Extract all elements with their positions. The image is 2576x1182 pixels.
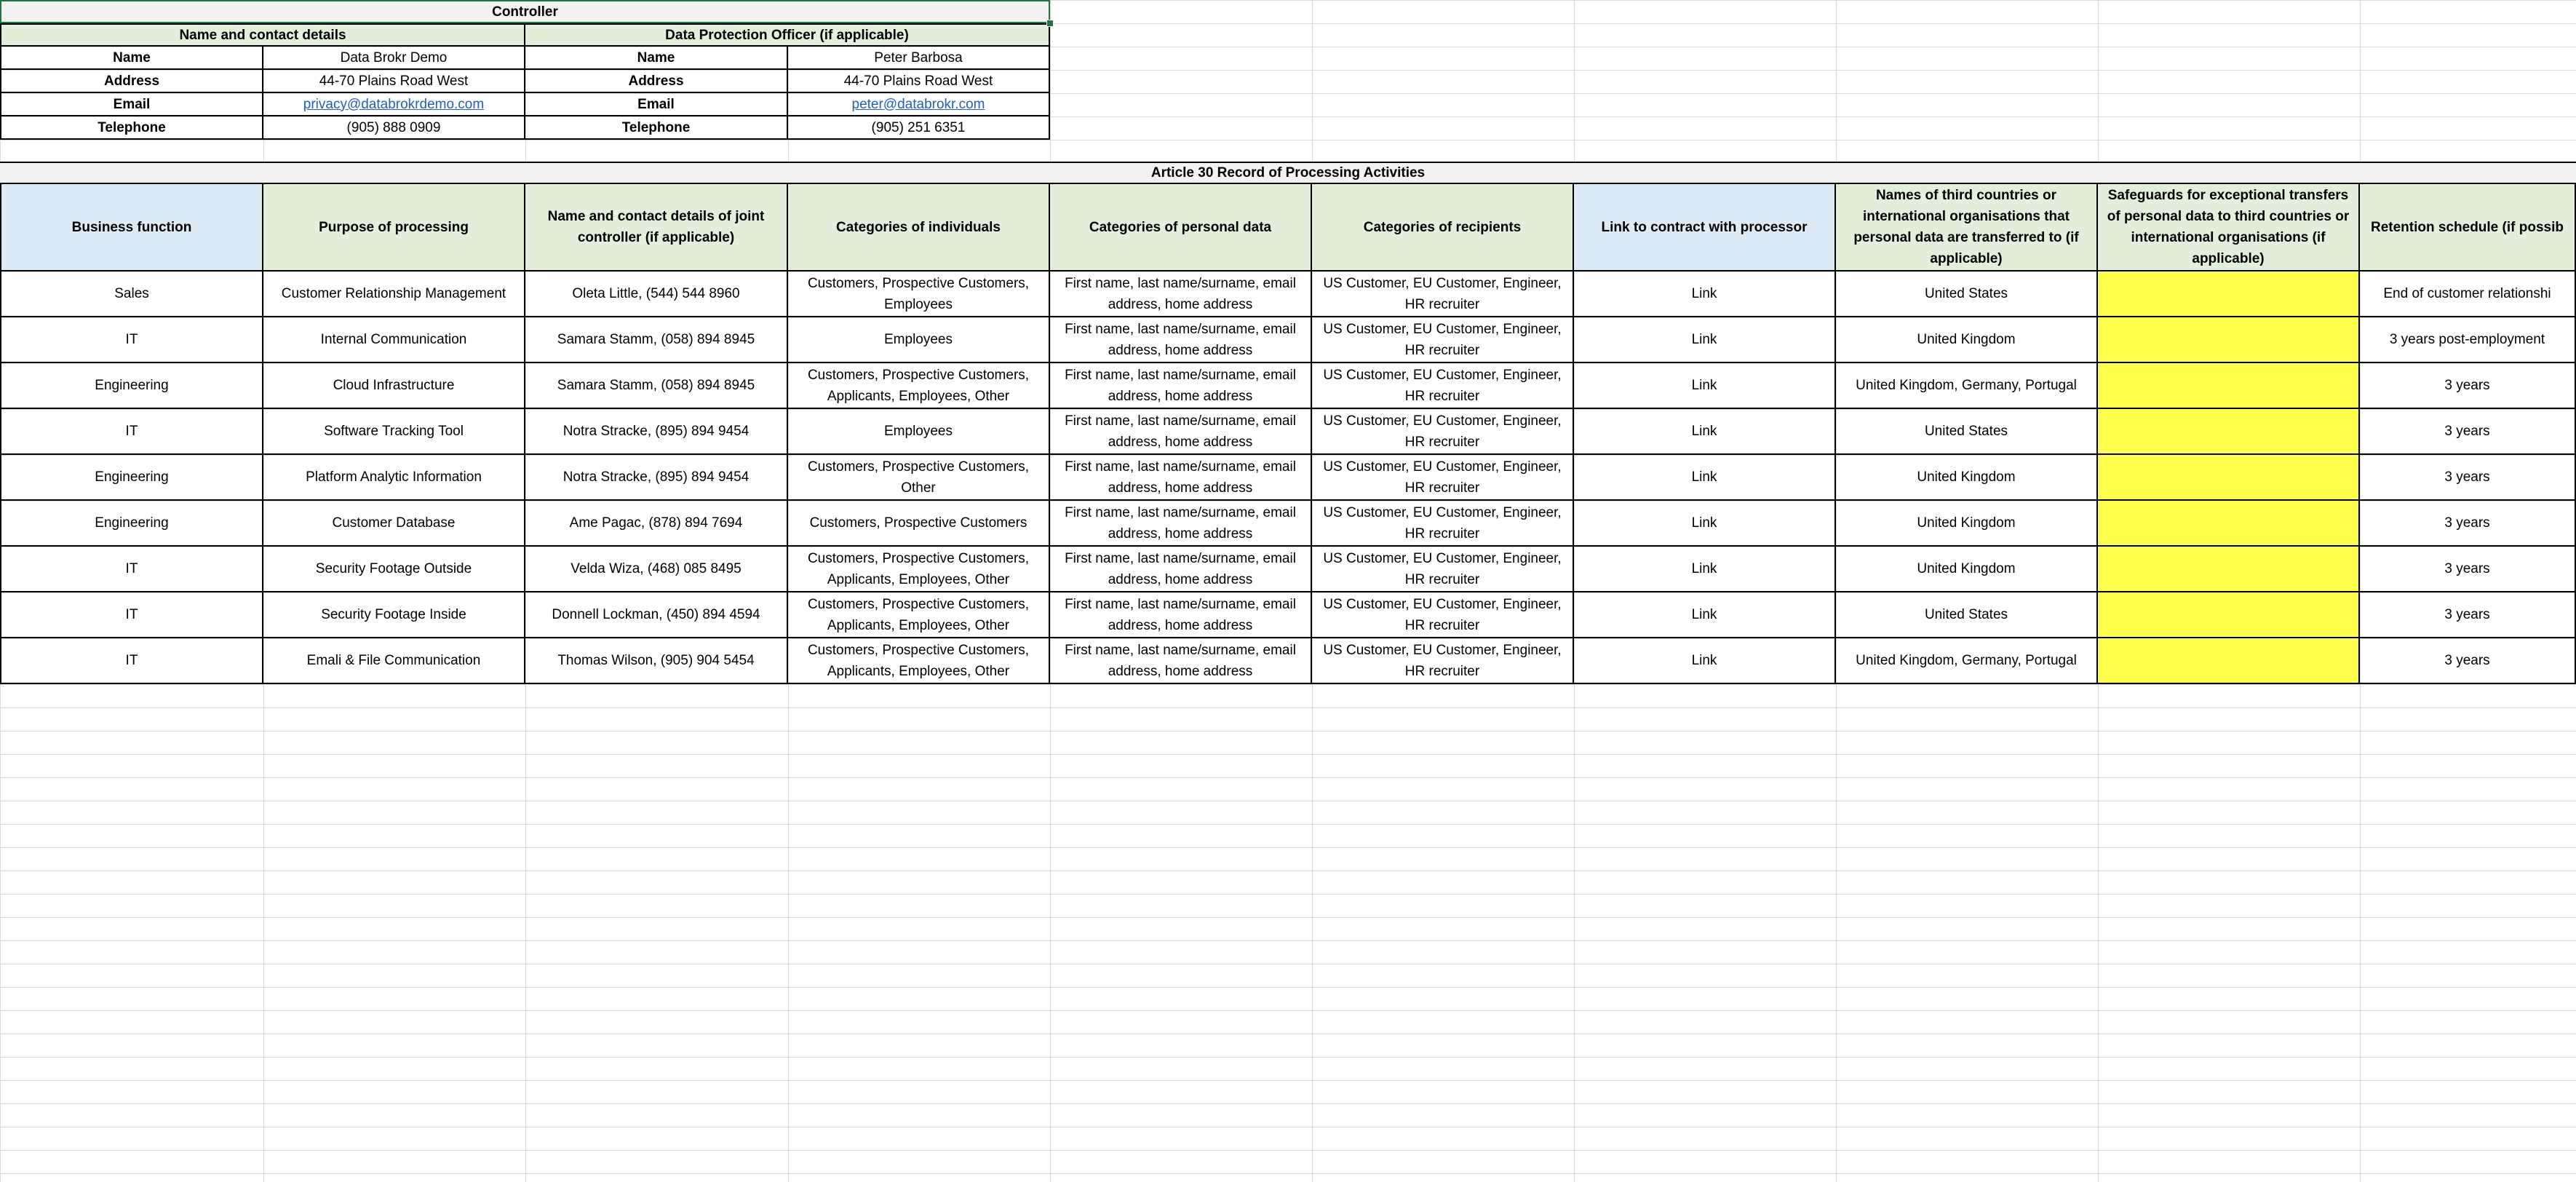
table-cell[interactable]: Platform Analytic Information: [263, 455, 525, 501]
table-cell[interactable]: Customers, Prospective Customers, Other: [788, 455, 1050, 501]
table-cell[interactable]: United Kingdom, Germany, Portugal: [1836, 363, 2098, 409]
table-cell[interactable]: US Customer, EU Customer, Engineer, HR recruiter: [1312, 547, 1574, 592]
table-cell[interactable]: Ame Pagac, (878) 894 7694: [525, 501, 788, 547]
table-cell[interactable]: Samara Stamm, (058) 894 8945: [525, 363, 788, 409]
table-cell[interactable]: United States: [1836, 409, 2098, 455]
gridline-row: [0, 847, 2576, 848]
table-cell[interactable]: Customer Relationship Management: [263, 271, 525, 317]
table-cell[interactable]: 3 years post-employment: [2360, 317, 2576, 363]
controller-title[interactable]: Controller: [0, 0, 1050, 23]
table-cell[interactable]: Customer Database: [263, 501, 525, 547]
table-cell[interactable]: Link: [1574, 455, 1836, 501]
controller-name-contact-header[interactable]: Name and contact details: [0, 23, 525, 47]
controller-label[interactable]: Telephone: [0, 116, 263, 140]
table-cell[interactable]: Software Tracking Tool: [263, 409, 525, 455]
column-header[interactable]: Purpose of processing: [263, 184, 525, 271]
controller-dpo-header[interactable]: Data Protection Officer (if applicable): [525, 23, 1050, 47]
table-cell[interactable]: Employees: [788, 317, 1050, 363]
column-header[interactable]: Categories of recipients: [1312, 184, 1574, 271]
safeguard-cell[interactable]: [2098, 592, 2360, 638]
dpo-label[interactable]: Email: [525, 93, 788, 116]
column-header[interactable]: Names of third countries or international organisations that personal data are transferred to (if applicable): [1836, 184, 2098, 271]
safeguard-cell[interactable]: [2098, 363, 2360, 409]
table-cell[interactable]: Velda Wiza, (468) 085 8495: [525, 547, 788, 592]
table-cell[interactable]: Customers, Prospective Customers, Applicants, Employees, Other: [788, 547, 1050, 592]
table-cell[interactable]: 3 years: [2360, 501, 2576, 547]
table-cell[interactable]: 3 years: [2360, 409, 2576, 455]
safeguard-cell[interactable]: [2098, 455, 2360, 501]
dpo-value[interactable]: 44-70 Plains Road West: [788, 70, 1050, 93]
table-cell[interactable]: Security Footage Outside: [263, 547, 525, 592]
gridline-row: [0, 1057, 2576, 1058]
column-header[interactable]: Business function: [0, 184, 263, 271]
column-header[interactable]: Link to contract with processor: [1574, 184, 1836, 271]
dpo-label[interactable]: Address: [525, 70, 788, 93]
table-cell[interactable]: Notra Stracke, (895) 894 9454: [525, 409, 788, 455]
table-cell[interactable]: US Customer, EU Customer, Engineer, HR recruiter: [1312, 638, 1574, 684]
table-cell[interactable]: Samara Stamm, (058) 894 8945: [525, 317, 788, 363]
table-cell[interactable]: Sales: [0, 271, 263, 317]
table-cell[interactable]: US Customer, EU Customer, Engineer, HR recruiter: [1312, 409, 1574, 455]
gridline-row: [0, 894, 2576, 895]
column-header[interactable]: Retention schedule (if possib: [2360, 184, 2576, 271]
table-cell[interactable]: First name, last name/surname, email address, home address: [1050, 363, 1312, 409]
table-cell[interactable]: Oleta Little, (544) 544 8960: [525, 271, 788, 317]
table-cell[interactable]: Link: [1574, 271, 1836, 317]
table-cell[interactable]: First name, last name/surname, email address, home address: [1050, 638, 1312, 684]
table-cell[interactable]: 3 years: [2360, 455, 2576, 501]
controller-value-link[interactable]: privacy@databrokrdemo.com: [303, 96, 485, 112]
safeguard-cell[interactable]: [2098, 271, 2360, 317]
table-cell[interactable]: IT: [0, 638, 263, 684]
table-cell[interactable]: Engineering: [0, 363, 263, 409]
table-cell[interactable]: 3 years: [2360, 363, 2576, 409]
dpo-value[interactable]: [788, 93, 1050, 116]
gridline-row: [0, 870, 2576, 871]
table-cell[interactable]: 3 years: [2360, 592, 2576, 638]
table-cell[interactable]: United Kingdom: [1836, 501, 2098, 547]
table-cell[interactable]: Link: [1574, 547, 1836, 592]
gridline-row: [0, 754, 2576, 755]
table-cell[interactable]: Link: [1574, 638, 1836, 684]
table-cell[interactable]: US Customer, EU Customer, Engineer, HR recruiter: [1312, 501, 1574, 547]
table-cell[interactable]: Emali & File Communication: [263, 638, 525, 684]
column-header[interactable]: Safeguards for exceptional transfers of personal data to third countries or international organisations (if applicable): [2098, 184, 2360, 271]
table-cell[interactable]: IT: [0, 592, 263, 638]
table-cell[interactable]: End of customer relationshi: [2360, 271, 2576, 317]
table-cell[interactable]: Engineering: [0, 455, 263, 501]
table-cell[interactable]: 3 years: [2360, 547, 2576, 592]
table-cell[interactable]: First name, last name/surname, email address, home address: [1050, 501, 1312, 547]
table-cell[interactable]: United Kingdom: [1836, 317, 2098, 363]
column-header[interactable]: Categories of individuals: [788, 184, 1050, 271]
safeguard-cell[interactable]: [2098, 501, 2360, 547]
table-cell[interactable]: Engineering: [0, 501, 263, 547]
table-cell[interactable]: Security Footage Inside: [263, 592, 525, 638]
table-cell[interactable]: First name, last name/surname, email address, home address: [1050, 317, 1312, 363]
gridline-row: [0, 987, 2576, 988]
table-cell[interactable]: First name, last name/surname, email address, home address: [1050, 455, 1312, 501]
table-cell[interactable]: United States: [1836, 592, 2098, 638]
gridline-row: [0, 1010, 2576, 1011]
gridline-row: [0, 707, 2576, 708]
gridline-row: [0, 917, 2576, 918]
table-cell[interactable]: Link: [1574, 409, 1836, 455]
table-cell[interactable]: Internal Communication: [263, 317, 525, 363]
table-cell[interactable]: US Customer, EU Customer, Engineer, HR recruiter: [1312, 317, 1574, 363]
table-cell[interactable]: United Kingdom: [1836, 455, 2098, 501]
controller-value[interactable]: [263, 93, 525, 116]
controller-value[interactable]: Data Brokr Demo: [263, 47, 525, 70]
gridline-row: [0, 1150, 2576, 1151]
table-cell[interactable]: Link: [1574, 501, 1836, 547]
table-cell[interactable]: US Customer, EU Customer, Engineer, HR recruiter: [1312, 271, 1574, 317]
table-cell[interactable]: Link: [1574, 592, 1836, 638]
controller-label[interactable]: Name: [0, 47, 263, 70]
dpo-label[interactable]: Name: [525, 47, 788, 70]
dpo-label[interactable]: Telephone: [525, 116, 788, 140]
safeguard-cell[interactable]: [2098, 638, 2360, 684]
table-cell[interactable]: Notra Stracke, (895) 894 9454: [525, 455, 788, 501]
table-cell[interactable]: IT: [0, 409, 263, 455]
table-cell[interactable]: Link: [1574, 317, 1836, 363]
table-cell[interactable]: First name, last name/surname, email address, home address: [1050, 271, 1312, 317]
controller-value[interactable]: (905) 888 0909: [263, 116, 525, 140]
column-header[interactable]: Categories of personal data: [1050, 184, 1312, 271]
table-cell[interactable]: First name, last name/surname, email address, home address: [1050, 592, 1312, 638]
table-cell[interactable]: Donnell Lockman, (450) 894 4594: [525, 592, 788, 638]
controller-label[interactable]: Email: [0, 93, 263, 116]
dpo-value[interactable]: (905) 251 6351: [788, 116, 1050, 140]
table-cell[interactable]: Customers, Prospective Customers, Applicants, Employees, Other: [788, 638, 1050, 684]
gridline-row: [0, 940, 2576, 941]
gridline-row: [0, 777, 2576, 778]
table-cell[interactable]: Employees: [788, 409, 1050, 455]
safeguard-cell[interactable]: [2098, 409, 2360, 455]
table-cell[interactable]: IT: [0, 547, 263, 592]
table-cell[interactable]: Customers, Prospective Customers, Applicants, Employees, Other: [788, 363, 1050, 409]
table-cell[interactable]: United States: [1836, 271, 2098, 317]
table-cell[interactable]: IT: [0, 317, 263, 363]
table-cell[interactable]: First name, last name/surname, email address, home address: [1050, 409, 1312, 455]
table-cell[interactable]: US Customer, EU Customer, Engineer, HR recruiter: [1312, 363, 1574, 409]
gridline-row: [0, 824, 2576, 825]
table-cell[interactable]: Customers, Prospective Customers: [788, 501, 1050, 547]
column-header[interactable]: Name and contact details of joint controller (if applicable): [525, 184, 788, 271]
safeguard-cell[interactable]: [2098, 317, 2360, 363]
record-title[interactable]: Article 30 Record of Processing Activities: [0, 162, 2576, 184]
table-cell[interactable]: US Customer, EU Customer, Engineer, HR recruiter: [1312, 592, 1574, 638]
gridline-row: [0, 684, 2576, 685]
table-cell[interactable]: 3 years: [2360, 638, 2576, 684]
table-cell[interactable]: Customers, Prospective Customers, Employees: [788, 271, 1050, 317]
controller-value[interactable]: 44-70 Plains Road West: [263, 70, 525, 93]
selection-fill-handle[interactable]: [1046, 20, 1054, 27]
table-cell[interactable]: Link: [1574, 363, 1836, 409]
dpo-value-link[interactable]: peter@databrokr.com: [851, 96, 985, 112]
table-cell[interactable]: Thomas Wilson, (905) 904 5454: [525, 638, 788, 684]
table-cell[interactable]: United Kingdom, Germany, Portugal: [1836, 638, 2098, 684]
controller-label[interactable]: Address: [0, 70, 263, 93]
gridline-row: [0, 1173, 2576, 1174]
table-cell[interactable]: United Kingdom: [1836, 547, 2098, 592]
gridline-row: [0, 1103, 2576, 1104]
safeguard-cell[interactable]: [2098, 547, 2360, 592]
table-cell[interactable]: First name, last name/surname, email address, home address: [1050, 547, 1312, 592]
table-cell[interactable]: Customers, Prospective Customers, Applicants, Employees, Other: [788, 592, 1050, 638]
table-cell[interactable]: US Customer, EU Customer, Engineer, HR recruiter: [1312, 455, 1574, 501]
dpo-value[interactable]: Peter Barbosa: [788, 47, 1050, 70]
table-cell[interactable]: Cloud Infrastructure: [263, 363, 525, 409]
gridline-row: [0, 1080, 2576, 1081]
